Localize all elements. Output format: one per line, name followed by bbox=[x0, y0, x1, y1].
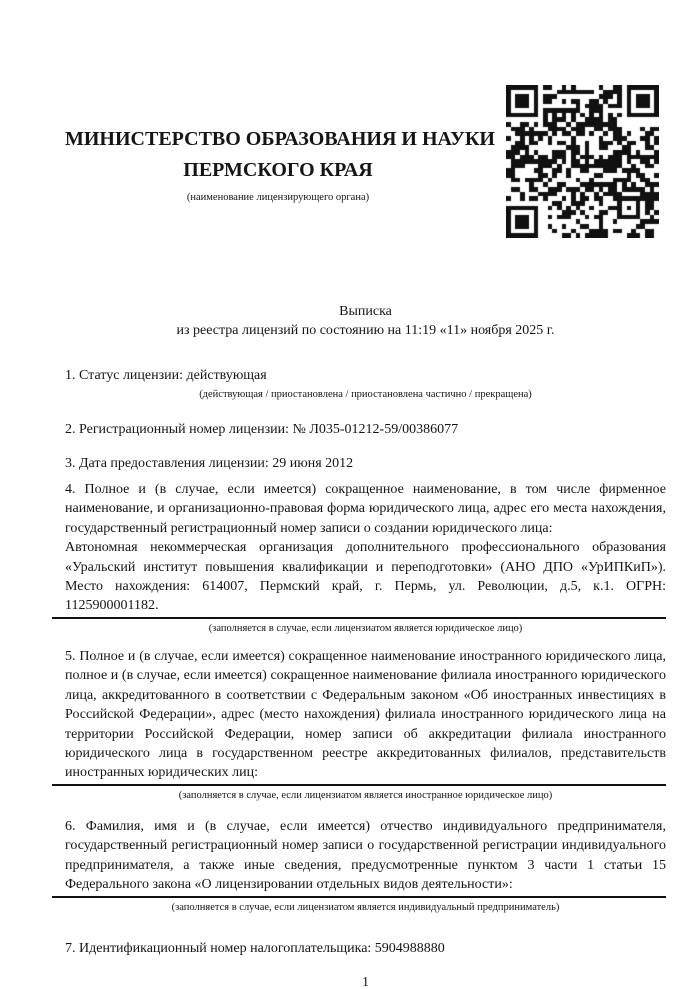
foreign-entity-item bbox=[65, 647, 666, 802]
legal-entity-label: 4. Полное и (в случае, если имеется) сокращенное наименование, в том числе фирменное наименование, и организационно-правовая форма юридического лица, адрес его места нахождения, государственный регистрационный номер записи о создании юридического лица: bbox=[65, 482, 666, 536]
page-number: 1 bbox=[362, 974, 369, 989]
registration-number-item: 2. Регистрационный номер лицензии: № Л035-01212-59/00386077 bbox=[65, 422, 459, 438]
grant-date-item: 3. Дата предоставления лицензии: 29 июня 2012 bbox=[65, 455, 354, 471]
ministry-name-line2: ПЕРМСКОГО КРАЯ bbox=[183, 159, 373, 181]
foreign-entity-caption: (заполняется в случае, если лицензиатом является иностранное юридическое лицо) bbox=[178, 789, 553, 801]
document-title-line2: из реестра лицензий по состоянию на 11:19 «11» ноября 2025 г. bbox=[176, 323, 555, 339]
entrepreneur-caption: (заполняется в случае, если лицензиатом является индивидуальный предприниматель) bbox=[171, 902, 560, 914]
entrepreneur-label: 6. Фамилия, имя и (в случае, если имеется) отчество индивидуального предпринимателя, государственный регистрационный номер записи о государственной регистрации индивидуального предпринимателя, а также иные сведения, предусмотренные пунктом 3 части 1 статьи 15 Федерального закона «О лицензировании отдельных видов деятельности»: bbox=[65, 818, 666, 892]
inn-item: 7. Идентификационный номер налогоплательщика: 5904988880 bbox=[65, 941, 445, 957]
legal-entity-item bbox=[65, 480, 666, 635]
ministry-name-line1: МИНИСТЕРСТВО ОБРАЗОВАНИЯ И НАУКИ bbox=[65, 128, 495, 150]
license-status-item: 1. Статус лицензии: действующая bbox=[65, 367, 267, 383]
license-status-options-caption: (действующая / приостановлена / приостановлена частично / прекращена) bbox=[199, 389, 532, 401]
foreign-entity-fill-rule bbox=[52, 784, 666, 786]
legal-entity-caption: (заполняется в случае, если лицензиатом является юридическое лицо) bbox=[208, 622, 523, 634]
document-title bbox=[65, 302, 666, 341]
entrepreneur-item bbox=[65, 817, 666, 915]
ministry-name-caption: (наименование лицензирующего органа) bbox=[186, 192, 370, 203]
entrepreneur-fill-rule bbox=[52, 896, 666, 898]
foreign-entity-label: 5. Полное и (в случае, если имеется) сокращенное наименование иностранного юридического лица, полное и (в случае, если имеется) сокращенное наименование филиала иностранного юридического лица, аккредитованного в соответствии с Федеральным законом «Об иностранных инвестициях в Российской Федерации», адрес (место нахождения) филиала иностранного юридического лица на территории Российской Федерации, номер записи об аккредитации филиала иностранного юридического лица в государственном реестре аккредитованных филиалов, представительств иностранных юридических лиц: bbox=[65, 648, 666, 781]
document-title-line1: Выписка bbox=[339, 304, 392, 319]
document-body bbox=[65, 0, 666, 989]
legal-entity-fill-rule bbox=[52, 617, 666, 619]
legal-entity-value: Автономная некоммерческая организация дополнительного профессионального образования «Уральский институт повышения квалификации и переподготовки» (АНО ДПО «УрИПКиП»). Место нахождения: 614007, Пермский край, г. Пермь, ул. Революции, д.5, к.1. ОГРН: 1125900001182. bbox=[65, 540, 666, 614]
